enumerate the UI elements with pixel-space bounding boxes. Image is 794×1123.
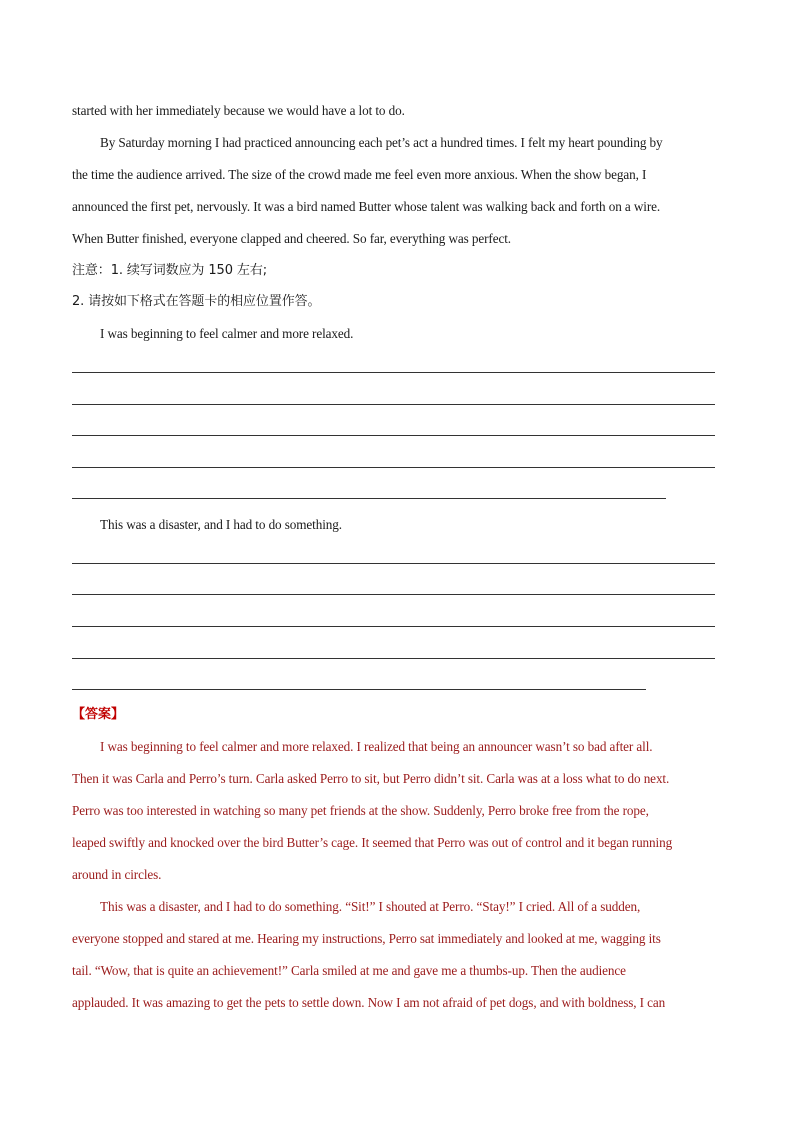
story-line: announced the first pet, nervously. It was a bird named Butter whose talent was walking back and forth on a wire.: [72, 199, 661, 214]
writing-line: [72, 689, 646, 690]
answer-line: This was a disaster, and I had to do something. “Sit!” I shouted at Perro. “Stay!” I cried. All of a sudden,: [100, 899, 641, 914]
writing-line: [72, 467, 715, 468]
writing-line: [72, 563, 715, 564]
answer-line: leaped swiftly and knocked over the bird Butter’s cage. It seemed that Perro was out of control and it began running: [72, 835, 673, 850]
answer-line: applauded. It was amazing to get the pets to settle down. Now I am not afraid of pet dogs, and with boldness, I can: [72, 995, 666, 1010]
story-line: started with her immediately because we would have a lot to do.: [72, 103, 405, 118]
answer-line: everyone stopped and stared at me. Hearing my instructions, Perro sat immediately and looked at me, wagging its: [72, 931, 661, 946]
answer-line: Perro was too interested in watching so many pet friends at the show. Suddenly, Perro broke free from the rope,: [72, 803, 649, 818]
writing-line: [72, 372, 715, 373]
answer-label: 【答案】: [72, 707, 125, 722]
writing-line: [72, 404, 715, 405]
note-word-count: 注意：1. 续写词数应为 150 左右;: [72, 263, 267, 278]
prompt-first-paragraph: I was beginning to feel calmer and more relaxed.: [100, 326, 354, 341]
writing-line: [72, 594, 715, 595]
note-format: 2. 请按如下格式在答题卡的相应位置作答。: [72, 294, 321, 309]
story-line: When Butter finished, everyone clapped and cheered. So far, everything was perfect.: [72, 231, 511, 246]
answer-line: I was beginning to feel calmer and more relaxed. I realized that being an announcer wasn’t so bad after all.: [100, 739, 653, 754]
writing-line: [72, 435, 715, 436]
writing-line: [72, 658, 715, 659]
answer-line: around in circles.: [72, 867, 162, 882]
story-line: the time the audience arrived. The size of the crowd made me feel even more anxious. When the show began, I: [72, 167, 647, 182]
answer-line: tail. “Wow, that is quite an achievement!” Carla smiled at me and gave me a thumbs-up. Then the audience: [72, 963, 626, 978]
answer-line: Then it was Carla and Perro’s turn. Carla asked Perro to sit, but Perro didn’t sit. Carla was at a loss what to do next.: [72, 771, 670, 786]
story-line: By Saturday morning I had practiced announcing each pet’s act a hundred times. I felt my heart pounding by: [100, 135, 663, 150]
prompt-second-paragraph: This was a disaster, and I had to do something.: [100, 517, 342, 532]
writing-line: [72, 626, 715, 627]
writing-line: [72, 498, 666, 499]
